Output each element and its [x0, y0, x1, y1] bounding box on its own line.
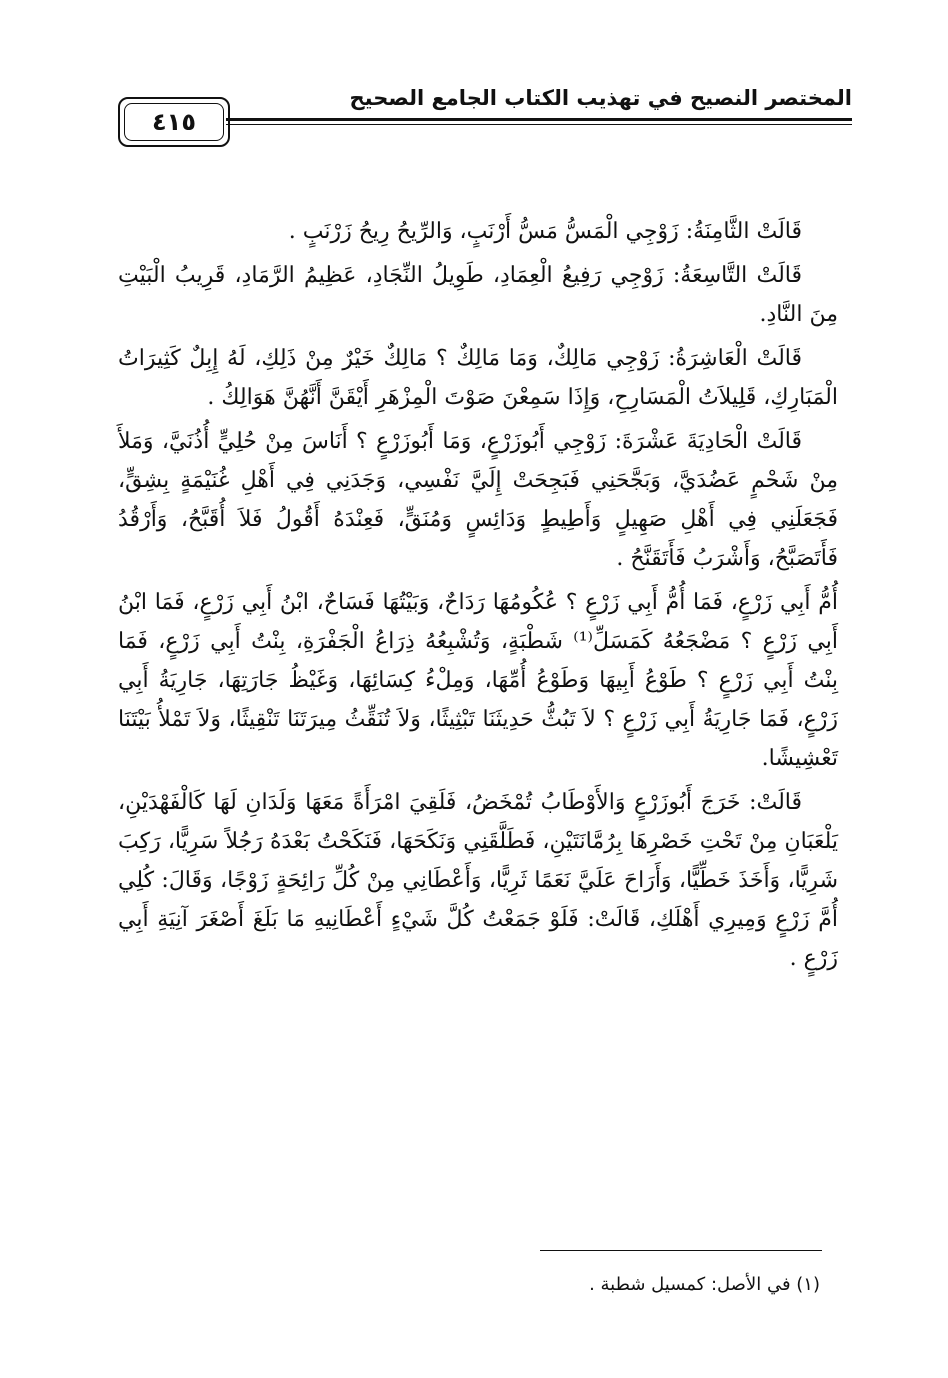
paragraph-she-said: قَالَتْ: خَرَجَ أَبُوزَرْعٍ وَالأَوْطَابُ تُمْخَضُ، فَلَقِيَ امْرَأَةً مَعَهَا وَلَدَانِ لَهَا كَالْفَهْدَيْنِ، يَلْعَبَانِ مِنْ تَحْتِ خَصْرِهَا بِرُمَّانَتَيْنِ، فَطَلَّقَنِي وَنَكَحَهَا، فَنَكَحْتُ بَعْدَهُ رَجُلاً سَرِيًّا، رَكِبَ شَرِيًّا، وَأَخَذَ خَطِّيًّا، وَأَرَاحَ عَلَيَّ نَعَمًا ثَرِيًّا، وَأَعْطَانِي مِنْ كُلِّ رَائِحَةٍ زَوْجًا، وَقَالَ: كُلِي أُمَّ زَرْعٍ وَمِيرِي أَهْلَكِ، قَالَتْ: فَلَوْ جَمَعْتُ كُلَّ شَيْءٍ أَعْطَانِيهِ مَا بَلَغَ أَصْغَرَ آنِيَةِ أَبِي زَرْعٍ .: [118, 790, 838, 971]
paragraph-ninth: قَالَتْ التَّاسِعَةُ: زَوْجِي رَفِيعُ الْعِمَادِ، طَوِيلُ النِّجَادِ، عَظِيمُ الرَّمَادِ، قَرِيبُ الْبَيْتِ مِنَ النَّادِ.: [118, 263, 838, 327]
paragraph-abu-zar-family: أُمُّ أَبِي زَرْعٍ، فَمَا أُمُّ أَبِي زَرْعٍ ؟ عُكُومُهَا رَدَاحٌ، وَبَيْتُهَا فَسَاحٌ، ابْنُ أَبِي زَرْعٍ، فَمَا ابْنُ أَبِي زَرْعٍ ؟ مَضْجَعُهُ كَمَسَلِّ⁽¹⁾ شَطْبَةٍ، وَتُشْبِعُهُ ذِرَاعُ الْجَفْرَةِ، بِنْتُ أَبِي زَرْعٍ، فَمَا بِنْتُ أَبِي زَرْعٍ ؟ طَوْعُ أَبِيهَا وَطَوْعُ أُمِّهَا، وَمِلْءُ كِسَائِهَا، وَغَيْظُ جَارَتِهَا، جَارِيَةُ أَبِي زَرْعٍ، فَمَا جَارِيَةُ أَبِي زَرْعٍ ؟ لاَ تَبُثُّ حَدِيثَنَا تَبْثِيثًا، وَلاَ تُنَقِّثُ مِيرَتَنَا تَنْقِيثًا، وَلاَ تَمْلأُ بَيْتَنَا تَعْشِيشًا.: [118, 590, 838, 771]
paragraph-eighth: قَالَتْ الثَّامِنَةُ: زَوْجِي الْمَسُّ مَسُّ أَرْنَبٍ، وَالرِّيحُ رِيحُ زَرْنَبٍ .: [288, 219, 802, 244]
header-rule: [226, 118, 852, 121]
paragraph-eleventh: قَالَتْ الْحَادِيَةَ عَشْرَةَ: زَوْجِي أَبُوزَرْعٍ، وَمَا أَبُوزَرْعٍ ؟ أَنَاسَ مِنْ حُلِيٍّ أُذُنَيَّ، وَمَلأَ مِنْ شَحْمٍ عَضُدَيَّ، وَبَجَّحَنِي فَبَجِحَتْ إِلَيَّ نَفْسِي، وَجَدَنِي فِي أَهْلِ غُنَيْمَةٍ بِشِقٍّ، فَجَعَلَنِي فِي أَهْلِ صَهِيلٍ وَأَطِيطٍ وَدَائِسٍ وَمُنَقٍّ، فَعِنْدَهُ أَقُولُ فَلاَ أُقَبَّحُ، وَأَرْقُدُ فَأَتَصَبَّحُ، وَأَشْرَبُ فَأَتَقَنَّحُ .: [118, 429, 838, 571]
page-number-box: [118, 97, 230, 147]
page-number: ٤١٥: [152, 108, 196, 136]
paragraph-tenth: قَالَتْ الْعَاشِرَةُ: زَوْجِي مَالِكٌ، وَمَا مَالِكٌ ؟ مَالِكٌ خَيْرٌ مِنْ ذَلِكِ، لَهُ إِبِلٌ كَثِيرَاتُ الْمَبَارِكِ، قَلِيلاَتُ الْمَسَارِحِ، وَإِذَا سَمِعْنَ صَوْتَ الْمِزْهَرِ أَيْقَنَّ أَنَّهُنَّ هَوَالِكُ .: [118, 346, 838, 410]
footnote-separator: [540, 1250, 822, 1251]
header-rule-thin: [226, 124, 852, 125]
footnote-1: (١) في الأصل: كمسيل شطبة .: [589, 1274, 820, 1295]
main-text: [118, 212, 838, 983]
book-title: المختصر النصيح في تهذيب الكتاب الجامع الصحيح: [349, 86, 852, 110]
page-header: [0, 0, 948, 160]
